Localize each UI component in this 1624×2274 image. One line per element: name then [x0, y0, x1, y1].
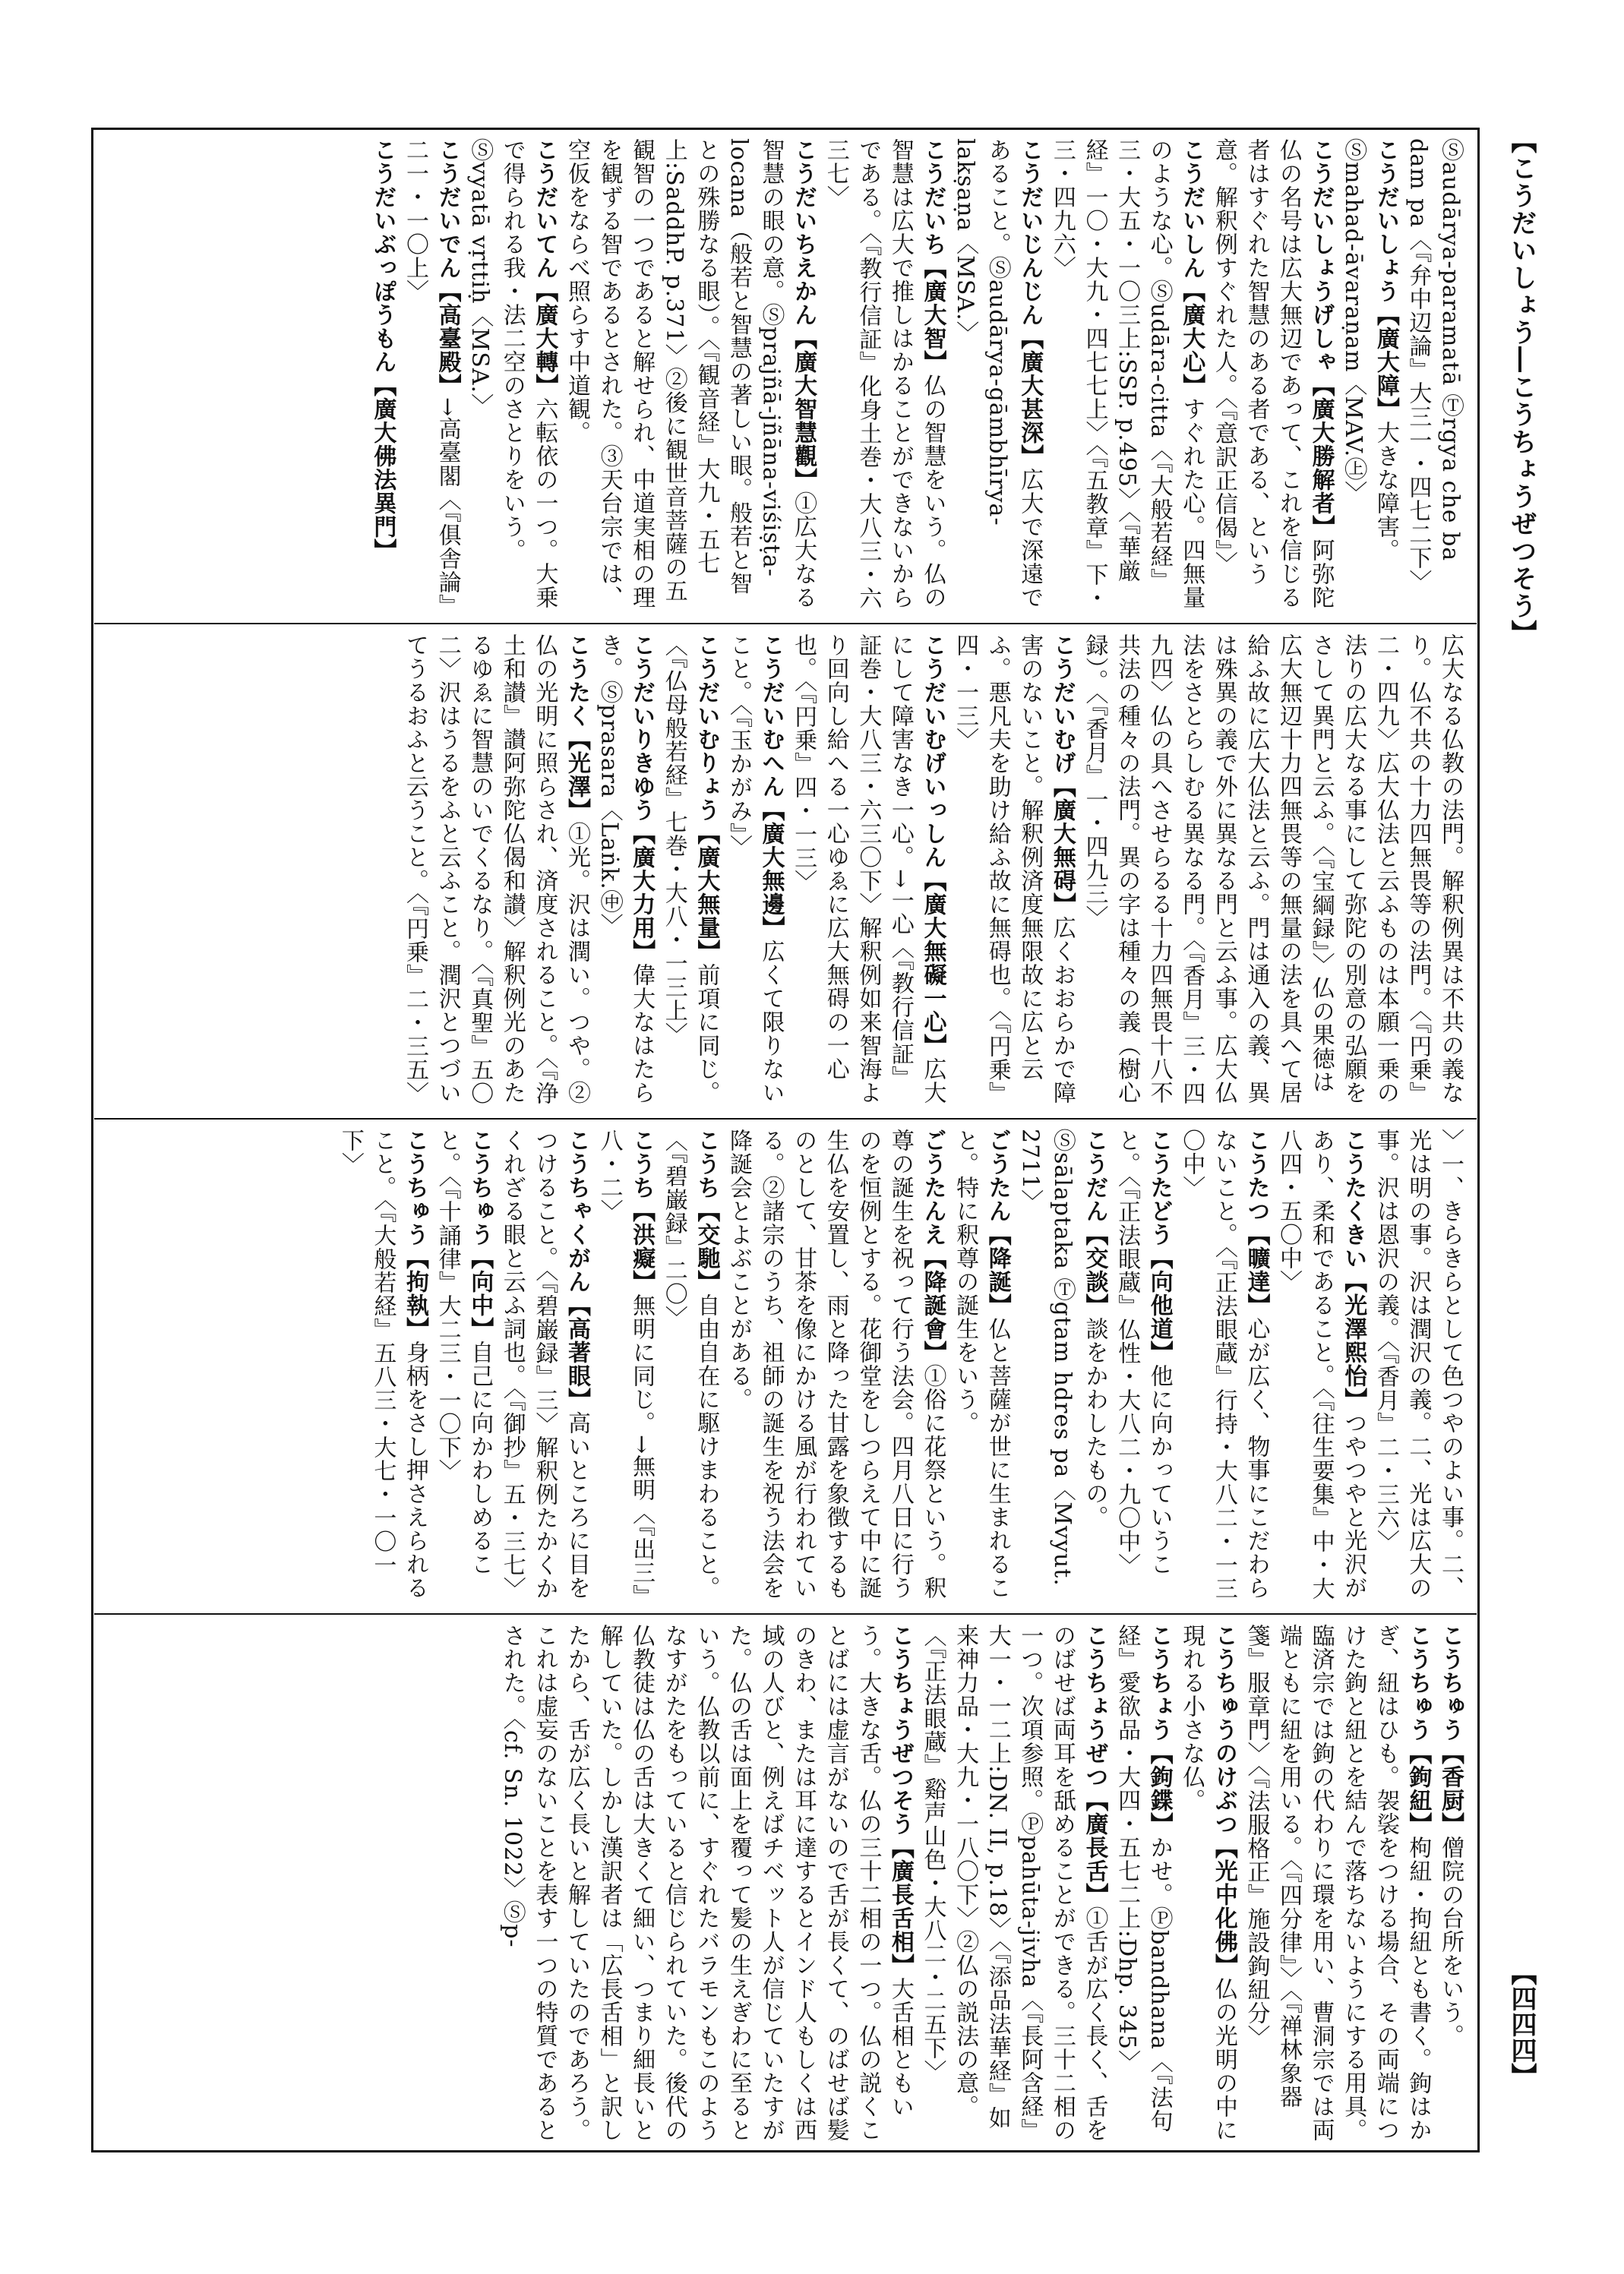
entry-headword: こうだいしん【廣大心】 — [1178, 138, 1205, 397]
dictionary-entry — [949, 138, 1046, 615]
dictionary-entry — [1207, 138, 1336, 615]
entry-headword: こうだん【交談】 — [1081, 1129, 1108, 1317]
entry-definition: 枸紐・拘紐とも書く。鉤はかぎ、紐はひも。袈裟をつける場合、その両端につけた鉤と紐とを結んで落ちないようにする用具。臨済宗では鉤の代わりに環を用い、曹洞宗では両端ともに紐を用いる。〈『四分律』〉〈『禅林象器箋』服章門〉〈『法服格正』施設鉤紐分〉 — [1243, 1624, 1432, 2142]
entry-definition: 広大なる仏教の法門。解釈例異は不共の義なり。仏不共の十力四無畏等の法門。〈『円乗』二・四九〉広大仏法と云ふものは本願一乗の法りの広大なる事にして弥陀の別意の弘願をさして異門と云ふ。〈『宝綱録』〉仏の果徳は広大無辺十力四無畏等の無量の法を具へて居給ふ故に広大仏法と云ふ。門は通入の義、異は殊異の義で外に異なる門と云ふ事。広大仏法をさとらしむる異なる門。〈『香月』三・四九四〉仏の具へさせらるる十力四無畏十八不共法の種々の法門。異の字は種々の義（樹心録）。〈『香月』一・四九三〉 — [1081, 633, 1464, 1105]
entry-definition: 談をかわしたもの。Ⓢsālaptaka Ⓣgtam hdres pa〈Mvyut. 2711〉 — [1016, 1129, 1108, 1587]
dictionary-entry — [1240, 1624, 1434, 2142]
dictionary-entry — [1337, 138, 1401, 615]
dictionary-entry — [333, 1129, 431, 1606]
entry-definition: 高いところに目をつけること。〈『碧巌録』三〉解釈例たかくかくれざる眼と云ふ詞也。〈『御抄』五・三七〉 — [498, 1129, 590, 1600]
entry-definition: つやつやと光沢があり、柔和であること。〈『往生要集』中・大八四・五〇中〉 — [1275, 1129, 1367, 1600]
dictionary-entry — [949, 633, 1078, 1110]
entry-definition: すぐれた心。四無量のような心。Ⓢudāra-citta〈『大般若経』三・大五・一〇三上:SSP. p.495〉〈『華厳経』一〇・大九・四七七上〉〈『五教章』下・三・四九六〉 — [1048, 138, 1205, 610]
dictionary-entry — [1078, 633, 1466, 1110]
dictionary-entry — [592, 1129, 657, 1606]
dictionary-entry — [722, 1129, 948, 1606]
dictionary-entry — [657, 1129, 722, 1606]
entry-headword: こうちょうぜつそう【廣長舌相】 — [886, 1624, 914, 1977]
entry-definition: ①広大なる智慧の眼の意。Ⓢprajñā-jñāna-viśiṣṭa-locana（般若と智慧の著しい眼。般若と智との殊勝なる眼）。〈『観音経』大九・五七上:SaddhP. p.371〉②後に観世音菩薩の五観智の一つであると解せられ、中道実相の理を観ずる智であるとされた。③天台宗では、空仮をならべ照らす中道観。 — [563, 138, 817, 609]
entry-headword: ごうたん【降誕】 — [984, 1129, 1011, 1317]
entry-headword: こうちゅう【香厨】 — [1437, 1624, 1464, 1836]
entry-definition: ①光。沢は潤い。つや。②仏の光明に照らされ、済度されること。〈『浄土和讃』讃阿弥陀仏偈和讃〉解釈例光のあたるゆゑに智慧のいでくるなり。〈『真聖』五〇二〉沢はうるをふと云ふこと。潤沢とつづいてうるおふと云うこと。〈『円乗』二・三五〉 — [402, 633, 590, 1105]
entry-headword: こうたどう【向他道】 — [1145, 1129, 1173, 1364]
dictionary-entry — [398, 138, 463, 615]
entry-headword: こうたつ【曠達】 — [1243, 1129, 1270, 1317]
entry-headword: こうだいむげいっしん【廣大無礙一心】 — [919, 633, 946, 1057]
entry-headword: こうたくきい【光澤熙怡】 — [1340, 1129, 1367, 1411]
entry-definition: 広大で深遠であること。Ⓢaudārya-gāmbhīrya-lakṣaṇa〈MSA.〉 — [952, 138, 1044, 609]
entry-headword: こうだいしょうげしゃ【廣大勝解者】 — [1307, 138, 1335, 538]
page-number: 【四四四】 — [1506, 1960, 1537, 2089]
entry-definition: →高臺閣〈『俱舎論』二一・一〇上〉 — [402, 138, 461, 607]
dictionary-entry — [1013, 1129, 1111, 1606]
dictionary-entry — [1433, 1624, 1466, 2142]
dictionary-entry — [1175, 1129, 1272, 1606]
entry-headword: こうだいむりょう【廣大無量】 — [693, 633, 720, 963]
entry-definition: 僧院の台所をいう。 — [1437, 1836, 1464, 2048]
entry-definition: 自己に向かわしめること。〈『十誦律』大二三・一〇下〉 — [434, 1129, 494, 1576]
dictionary-entry — [916, 1624, 1111, 2142]
dictionary-entry — [366, 138, 399, 615]
entry-definition: ①舌が広く長く、舌をのばせば両耳を舐めることができる。三十二相の一つ。次項参照。Ⓟpahūta-jivha〈『長阿含経』大一・一二上:DN. II, p.18〉〈『添品法華経』如来神力品・大九・一八〇下〉②仏の説法の意。〈『正法眼蔵』谿声山色・大八二・二五下〉 — [919, 1624, 1108, 2142]
entry-headword: こうだいぶっぽうもん【廣大佛法異門】 — [369, 138, 397, 562]
entry-headword: こうだいちえかん【廣大智慧觀】 — [790, 138, 817, 491]
entry-definition: 阿弥陀仏の名号は広大無辺であって、これを信じる者はすぐれた智慧のある者である、という意。解釈例すぐれた人。〈『意訳正信偈』〉 — [1210, 138, 1335, 609]
entry-headword: こうち【交馳】 — [693, 1129, 720, 1293]
dictionary-entry — [495, 1624, 916, 2142]
entry-definition: 仏と菩薩が世に生まれること。特に釈尊の誕生をいう。 — [952, 1129, 1011, 1600]
tier-4 — [94, 1616, 1477, 2149]
entry-definition: 偉大なはたらき。Ⓢprasara〈Laṅk.㊥〉 — [596, 633, 656, 1104]
dictionary-entry — [1369, 1129, 1466, 1606]
running-head: 【こうだいしょう―こうちょうぜつそう】 — [1506, 128, 1537, 647]
entry-headword: こうちょうぜつ【廣長舌】 — [1081, 1624, 1108, 1906]
dictionary-entry — [787, 633, 949, 1110]
dictionary-entry — [398, 633, 592, 1110]
tier-2 — [94, 626, 1477, 1120]
entry-definition: 六転依の一つ。大乗で得られる我・法二空のさとりをいう。Ⓢvyatā vṛttiḥ〈MSA.〉 — [466, 138, 558, 609]
dictionary-entry — [1401, 138, 1466, 615]
dictionary-entry — [819, 138, 948, 615]
entry-headword: こうたく【光澤】 — [563, 633, 590, 822]
entry-definition: 〉一、きらきらとして色つやのよい事。二、光は明の事。沢は潤沢の義。二、光は広大の事。沢は恩沢の義。〈『香月』二・三六〉 — [1372, 1129, 1464, 1600]
dictionary-entry — [463, 138, 561, 615]
entry-headword: こうちゅう【向中】 — [466, 1129, 494, 1341]
entry-definition: 前項に同じ。〈『仏母般若経』七巻・大八・一三上〉 — [660, 633, 720, 1104]
entry-headword: ごうたんえ【降誕會】 — [919, 1129, 946, 1364]
entry-headword: こうちゅう【鉤紐】 — [1404, 1624, 1432, 1836]
entry-headword: こうち【洪癡】 — [628, 1129, 656, 1293]
entry-definition: 仏の光明の中に現れる小さな仏。 — [1178, 1624, 1237, 2142]
entry-definition: ①俗に花祭という。釈尊の誕生を祝って行う法会。四月八日に行うのを恒例とする。花御堂をしつらえて中に誕生仏を安置し、雨と降った甘露を象徴するものとして、甘茶を像にかける風が行われている。②諸宗のうち、祖師の誕生を祝う法会を降誕会とよぶことがある。 — [725, 1129, 946, 1600]
dictionary-entry — [1110, 1624, 1174, 2142]
entry-definition: 無明に同じ。→無明〈『出三』八・二〉 — [596, 1129, 656, 1597]
dictionary-entry — [1045, 138, 1207, 615]
entry-headword: こうだいち【廣大智】 — [919, 138, 946, 374]
entry-headword: こうだいむげ【廣大無碍】 — [1048, 633, 1076, 916]
tier-3 — [94, 1121, 1477, 1615]
entry-headword: こうだいてん【廣大轉】 — [531, 138, 558, 397]
dictionary-entry — [592, 633, 657, 1110]
entry-definition: 自由自在に駆けまわること。〈『碧巌録』二〇〉 — [660, 1129, 720, 1600]
entry-definition: 広くて限りないこと。〈『玉かがみ』〉 — [725, 633, 785, 1104]
entry-definition: 大舌相ともいう。大きな舌。仏の三十二相の一つ。仏の説くことばには虚言がないので舌が長くて、のばせば髪のきわ、または耳に達するとインド人もしくは西域の人びと、例えばチベット人が信じていたすがた。仏の舌は面上を覆って髪の生えぎわに至るという。仏教以前に、すぐれたバラモンもこのようなすがたをもっていると信じられていた。後代の仏教徒は仏の舌は大きくて細い、つまり細長いと解していた。しかし漢訳者は「広長舌相」と訳したから、舌が広く長いと解していたのであろう。これは虚妄のないことを表す一つの特質であるとされた。〈cf. Sn. 1022〉Ⓢp- — [498, 1624, 914, 2142]
entry-headword: こうちゅう【拘執】 — [402, 1129, 428, 1341]
entry-headword: こうちょう【鉤鍱】 — [1145, 1624, 1173, 1836]
entry-definition: 他に向かっていうこと。〈『正法眼蔵』仏性・大八二・九〇中〉 — [1114, 1129, 1173, 1577]
entry-headword: こうだいでん【高臺殿】 — [434, 138, 461, 397]
entry-definition: かせ。Ⓟbandhana〈『法句経』愛欲品・大四・五七二上:Dhp. 345〉 — [1114, 1624, 1173, 2133]
dictionary-entry — [560, 138, 819, 615]
entry-definition: 身柄をさし押さえられること。〈『大般若経』五八三・大七・一〇一下〉 — [336, 1129, 428, 1600]
dictionary-entry — [431, 1129, 495, 1606]
entry-definition: 大きな障害。Ⓢmahad-āvaraṇam〈MAV.㊤〉 — [1340, 138, 1399, 562]
entry-headword: こうちゃくがん【高著眼】 — [563, 1129, 590, 1411]
entry-definition: 心が広く、物事にこだわらないこと。〈『正法眼蔵』行持・大八二・一三〇中〉 — [1178, 1129, 1270, 1600]
dictionary-entry — [949, 1129, 1013, 1606]
dictionary-entry — [722, 633, 786, 1110]
entry-headword: こうだいじんじん【廣大甚深】 — [1016, 138, 1044, 468]
tier-1 — [94, 131, 1477, 624]
entry-headword: こうだいしょう【廣大障】 — [1372, 138, 1399, 421]
dictionary-entry — [495, 1129, 592, 1606]
entry-headword: こうだいむへん【廣大無邊】 — [757, 633, 785, 940]
dictionary-entry — [657, 633, 722, 1110]
entry-definition: 仏の智慧をいう。仏の智慧は広大で推しはかることができないからである。〈『教行信証』化身土巻・大八三・六三七〉 — [822, 138, 946, 610]
dictionary-entry — [1175, 1624, 1240, 2142]
dictionary-entry — [1272, 1129, 1369, 1606]
entry-headword: こうちゅうのけぶつ【光中化佛】 — [1210, 1624, 1237, 1977]
entry-definition: Ⓢaudārya-paramatā Ⓣrgya che ba dam pa〈『弁中辺論』大三一・四七二下〉 — [1404, 138, 1464, 594]
entry-definition: 広大にして障害なき一心。→一心〈『教行信証』証巻・大八三・六三〇下〉解釈例如来智海より回向し給へる一心ゆゑに広大無碍の一心也。〈『円乗』四・一三〉 — [790, 633, 946, 1104]
entry-headword: こうだいりきゆう【廣大力用】 — [628, 633, 656, 963]
entry-definition: 広くおおらかで障害のないこと。解釈例済度無限故に広と云ふ。悪凡夫を助け給ふ故に無碍也。〈『円乗』四・一三〉 — [952, 633, 1076, 1105]
dictionary-entry — [1110, 1129, 1174, 1606]
